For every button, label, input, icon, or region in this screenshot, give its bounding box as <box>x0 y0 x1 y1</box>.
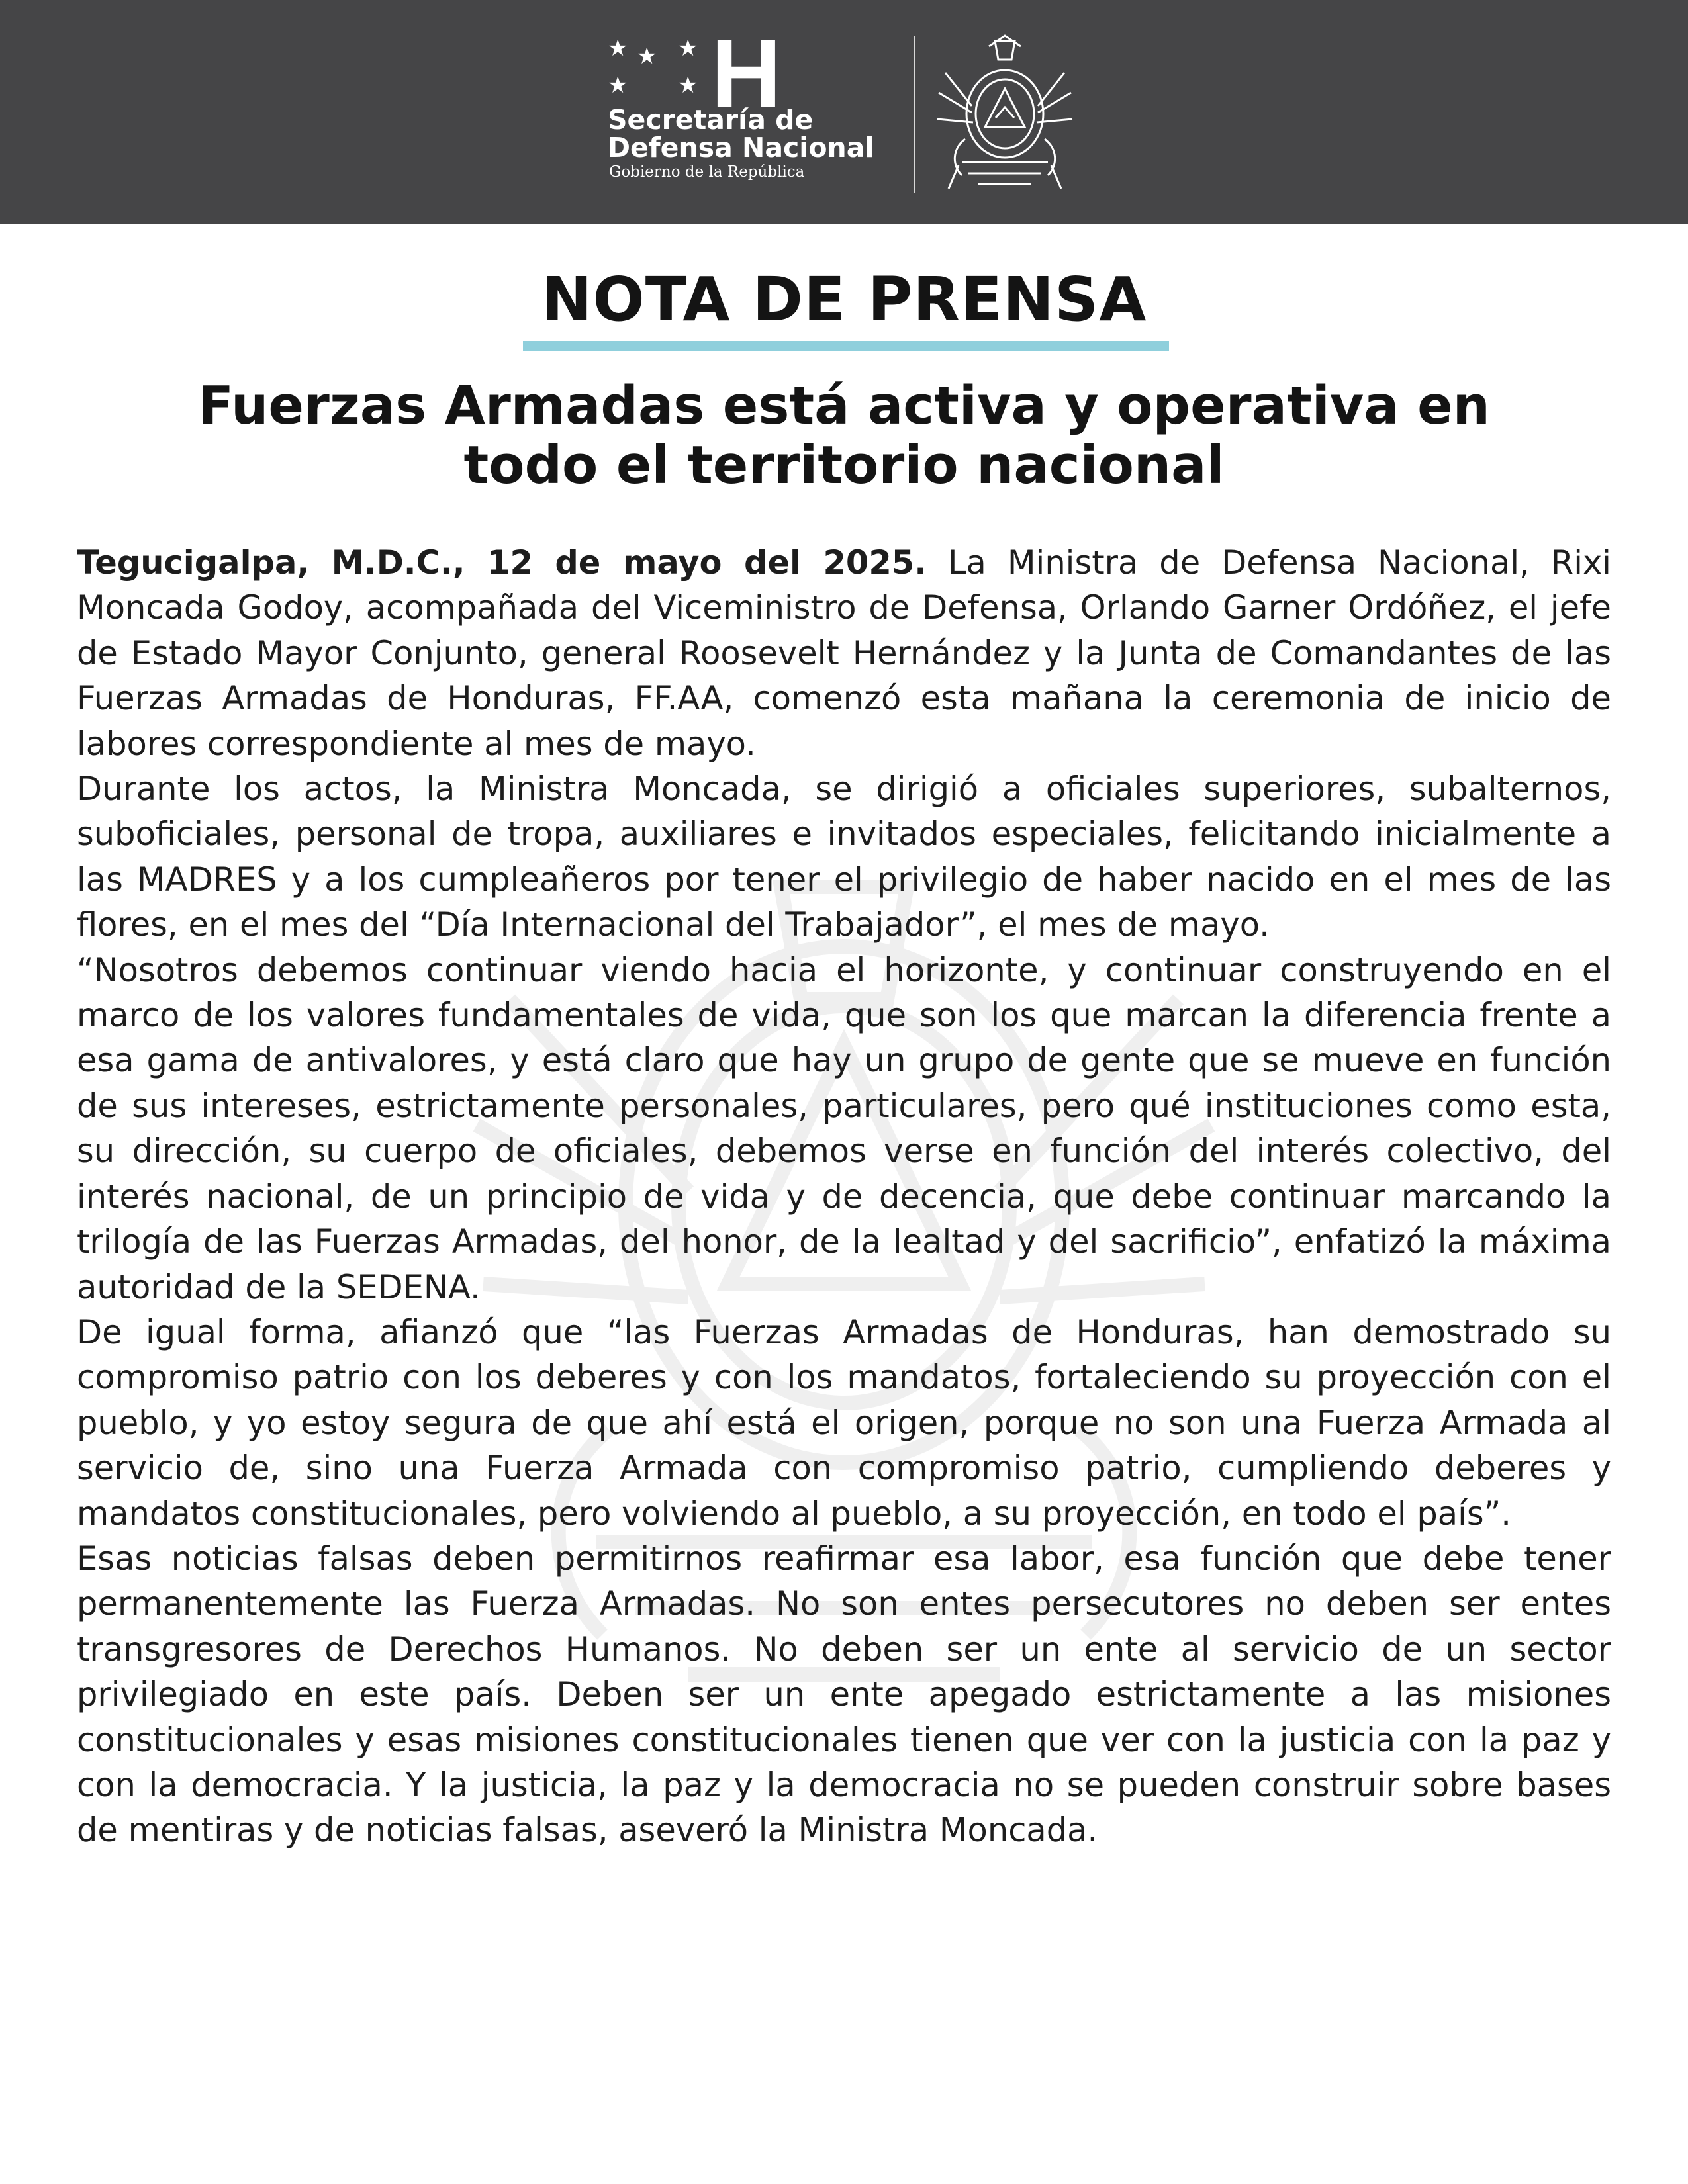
header-banner <box>0 0 1688 224</box>
paragraph-1-text: La Ministra de Defensa Nacional, Rixi Moncada Godoy, acompañada del Viceministro de Defensa, Orlando Garner Ordóñez, el jefe de Estado Mayor Conjunto, general Roosevelt Hernández y la Junta de Comandantes de las Fuerzas Armadas de Honduras, FF.AA, comenzó esta mañana la ceremonia de inicio de labores correspondiente al mes de mayo. <box>77 543 1611 763</box>
honduras-coat-of-arms-icon <box>925 33 1084 199</box>
headline <box>66 376 1622 495</box>
government-h-logo: H <box>711 19 782 128</box>
paragraph-2: Durante los actos, la Ministra Moncada, se dirigió a oficiales superiores, subalternos, suboficiales, personal de tropa, auxiliares e invitados especiales, felicitando inicialmente a las MADRES y a los cumpleañeros por tener el privilegio de haber nacido en el mes de las flores, en el mes del “Día Internacional del Trabajador”, el mes de mayo. <box>77 770 1611 944</box>
brand-defensa-nacional: Defensa Nacional <box>608 132 874 163</box>
brand-gobierno: Gobierno de la República <box>609 163 805 181</box>
headline-line-1: Fuerzas Armadas está activa y operativa en <box>198 375 1490 436</box>
header-divider <box>914 36 915 193</box>
brand-secretaria: Secretaría de <box>608 104 814 136</box>
press-release-underline <box>523 341 1169 351</box>
stars-icon: ★ ★ ★ ★ ★ <box>608 35 698 99</box>
paragraph-4: De igual forma, afianzó que “las Fuerzas Armadas de Honduras, han demostrado su compromiso patrio con los deberes y con los mandatos, fortaleciendo su proyección con el pueblo, y yo estoy segura de que ahí está el origen, porque no son una Fuerza Armada al servicio de, sino una Fuerza Armada con compromiso patrio, cumpliendo deberes y mandatos constitucionales, pero volviendo al pueblo, a su proyección, en todo el país”. <box>77 1312 1611 1533</box>
paragraph-1 <box>77 540 1611 766</box>
press-release-label: NOTA DE PRENSA <box>541 264 1147 335</box>
paragraph-5: Esas noticias falsas deben permitirnos reafirmar esa labor, esa función que debe tener permanentemente las Fuerza Armadas. No son entes persecutores no deben ser entes transgresores de Derechos Humanos. No deben ser un ente al servicio de un sector privilegiado en este país. Deben ser un ente apegado estrictamente a las misiones constitucionales y esas misiones constitucionales tienen que ver con la justicia con la paz y con la democracia. Y la justicia, la paz y la democracia no se pueden construir sobre bases de mentiras y de noticias falsas, aseveró la Ministra Moncada. <box>77 1539 1611 1850</box>
dateline: Tegucigalpa, M.D.C., 12 de mayo del 2025. <box>77 543 927 582</box>
headline-line-2: todo el territorio nacional <box>463 435 1225 496</box>
paragraph-3: “Nosotros debemos continuar viendo hacia el horizonte, y continuar construyendo en el marco de los valores fundamentales de vida, que son los que marcan la diferencia frente a esa gama de antivalores, y está claro que hay un grupo de gente que se mueve en función de sus intereses, estrictamente personales, particulares, pero qué instituciones como esta, su dirección, su cuerpo de oficiales, debemos verse en función del interés colectivo, del interés nacional, de un principio de vida y de decencia, que debe continuar marcando la trilogía de las Fuerzas Armadas, del honor, de la lealtad y del sacrificio”, enfatizó la máxima autoridad de la SEDENA. <box>77 950 1611 1306</box>
article-body <box>77 540 1611 1853</box>
